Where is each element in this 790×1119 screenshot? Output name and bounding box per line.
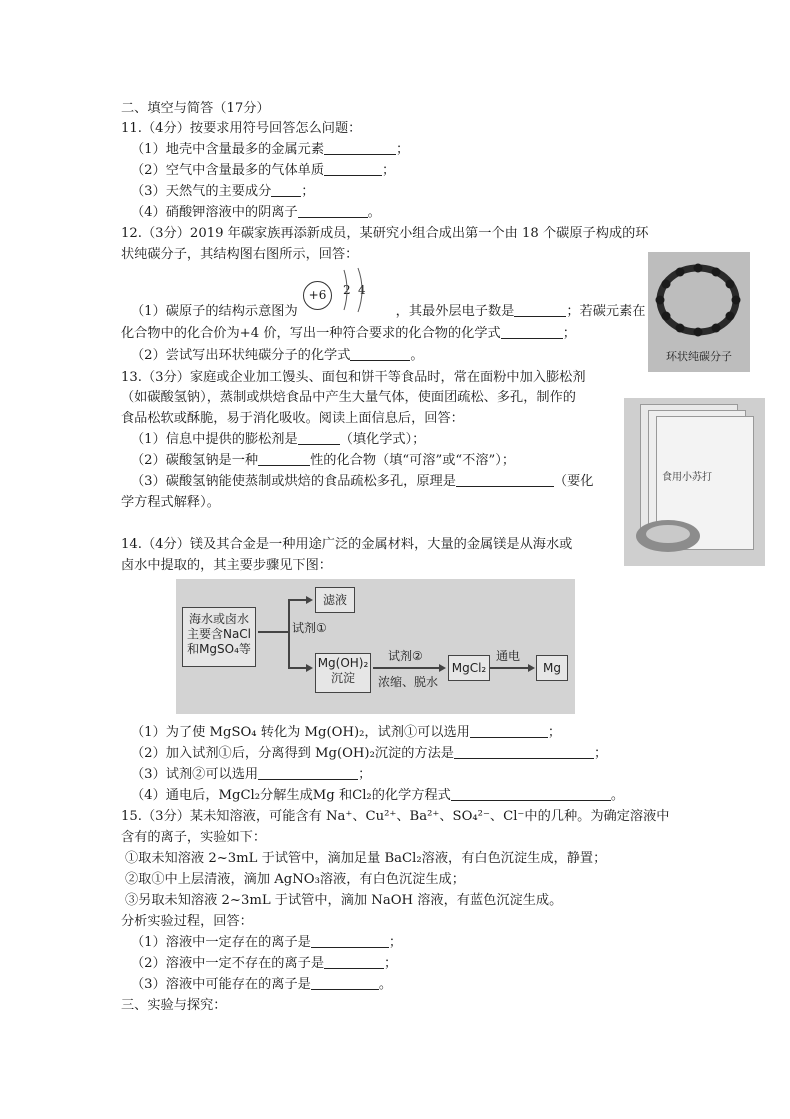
answer-blank[interactable] [311,976,379,990]
carbon-nucleus: +6 [303,281,332,310]
shell-2-electrons: 4 [358,283,366,297]
flow-mgcl2-box: MgCl₂ [448,655,490,681]
answer-blank[interactable] [350,347,410,361]
q14-line2: 卤水中提取的，其主要步骤见下图： [121,558,332,573]
answer-blank[interactable] [324,162,382,176]
q14-sub3: （3）试剂②可以选用 ； [131,767,372,782]
q13-sub1: （1）信息中提供的膨松剂是 （填化学式）； [131,432,426,447]
answer-blank[interactable] [514,303,566,317]
q15-sub1: （1）溶液中一定存在的离子是 ； [131,935,403,950]
q11-sub3: （3）天然气的主要成分 ； [131,184,315,199]
section-heading: 二、填空与简答（17分） [121,101,270,116]
section-heading-3: 三、实验与探究： [121,998,227,1013]
electrolysis-label: 通电 [496,649,521,663]
q14-sub1: （1）为了使 MgSO₄ 转化为 Mg(OH)₂，试剂①可以选用 ； [131,725,562,740]
photo-caption: 环状纯碳分子 [666,350,732,363]
answer-blank[interactable] [501,325,563,339]
answer-blank[interactable] [258,452,310,466]
answer-blank[interactable] [324,955,384,969]
q13-sub3: （3）碳酸氢钠能使蒸制或烘焙的食品疏松多孔，原理是 （要化 [131,474,594,489]
q15-experiment3: ③另取未知溶液 2~3mL 于试管中，滴加 NaOH 溶液，有蓝色沉淀生成。 [125,893,563,908]
answer-blank[interactable] [258,766,358,780]
q12-sub1-line2: 化合物中的化合价为+4 价，写出一种符合要求的化合物的化学式 ； [121,326,576,341]
flow-mg-box: Mg [536,655,568,681]
q12-sub1-line1: （1）碳原子的结构示意图为 ，其最外层电子数是 ；若碳元素在 [131,304,646,319]
q13-line2: （如碳酸氢钠），蒸制或烘焙食品中产生大量气体，使面团疏松、多孔，制作的 [121,390,576,405]
baking-soda-photo [624,398,765,566]
q15-line1: 15.（3分）某未知溶液，可能含有 Na⁺、Cu²⁺、Ba²⁺、SO₄²⁻、Cl⁻中的几种。为确定溶液中 [121,809,670,824]
q13-sub2: （2）碳酸氢钠是一种 性的化合物（填“可溶”或“不溶”）； [131,453,516,468]
q15-line2: 含有的离子，实验如下： [121,830,267,845]
reagent1-label: 试剂① [292,621,327,635]
answer-blank[interactable] [456,473,554,487]
q12-stem-line1: 12.（3分）2019 年碳家族再添新成员，某研究小组合成出第一个由 18 个碳原子构成的环 [121,226,649,241]
answer-blank[interactable] [271,183,301,197]
q14-sub2: （2）加入试剂①后，分离得到 Mg(OH)₂沉淀的方法是 ； [131,746,608,761]
q14-line1: 14.（4分）镁及其合金是一种用途广泛的金属材料，大量的金属镁是从海水或 [121,537,573,552]
q14-sub4: （4）通电后，MgCl₂分解生成Mg 和Cl₂的化学方程式 。 [131,788,625,803]
q12-stem-line2: 状纯碳分子，其结构图右图所示，回答： [121,247,359,262]
answer-blank[interactable] [311,934,389,948]
flow-filtrate-box: 滤液 [315,587,355,613]
answer-blank[interactable] [298,204,368,218]
q11-stem: 11.（4分）按要求用符号回答怎么问题： [121,121,362,136]
q13-line3: 食品松软或酥脆，易于消化吸收。阅读上面信息后，回答： [121,411,464,426]
q11-sub4: （4）硝酸钾溶液中的阴离子 。 [131,205,381,220]
q15-sub2: （2）溶液中一定不存在的离子是 ； [131,956,398,971]
q13-sub3-cont: 学方程式解释）。 [121,495,220,510]
flow-source-box: 海水或卤水 主要含NaCl 和MgSO₄等 [182,607,256,667]
answer-blank[interactable] [470,724,548,738]
q11-sub1: （1）地壳中含量最多的金属元素 ； [131,142,410,157]
shell-1-electrons: 2 [343,283,351,297]
ring-carbon-molecule-photo [648,252,750,372]
magnesium-process-flowchart [176,579,575,714]
q15-sub3: （3）溶液中可能存在的离子是 。 [131,977,393,992]
answer-blank[interactable] [324,141,396,155]
process-label: 浓缩、脱水 [378,675,439,689]
answer-blank[interactable] [451,787,611,801]
q15-analysis: 分析实验过程，回答： [121,914,253,929]
answer-blank[interactable] [454,745,594,759]
packet-label: 食用小苏打 [662,472,712,483]
q15-experiment2: ②取①中上层清液，滴加 AgNO₃溶液，有白色沉淀生成； [125,872,465,887]
q13-line1: 13.（3分）家庭或企业加工馒头、面包和饼干等食品时，常在面粉中加入膨松剂 [121,370,586,385]
q15-experiment1: ①取未知溶液 2~3mL 于试管中，滴加足量 BaCl₂溶液，有白色沉淀生成，静置； [125,851,607,866]
flow-precipitate-box: Mg(OH)₂ 沉淀 [315,653,371,693]
q11-sub2: （2）空气中含量最多的气体单质 ； [131,163,396,178]
answer-blank[interactable] [298,431,340,445]
q12-sub2: （2）尝试写出环状纯碳分子的化学式 。 [131,348,424,363]
reagent2-label: 试剂② [388,649,423,663]
